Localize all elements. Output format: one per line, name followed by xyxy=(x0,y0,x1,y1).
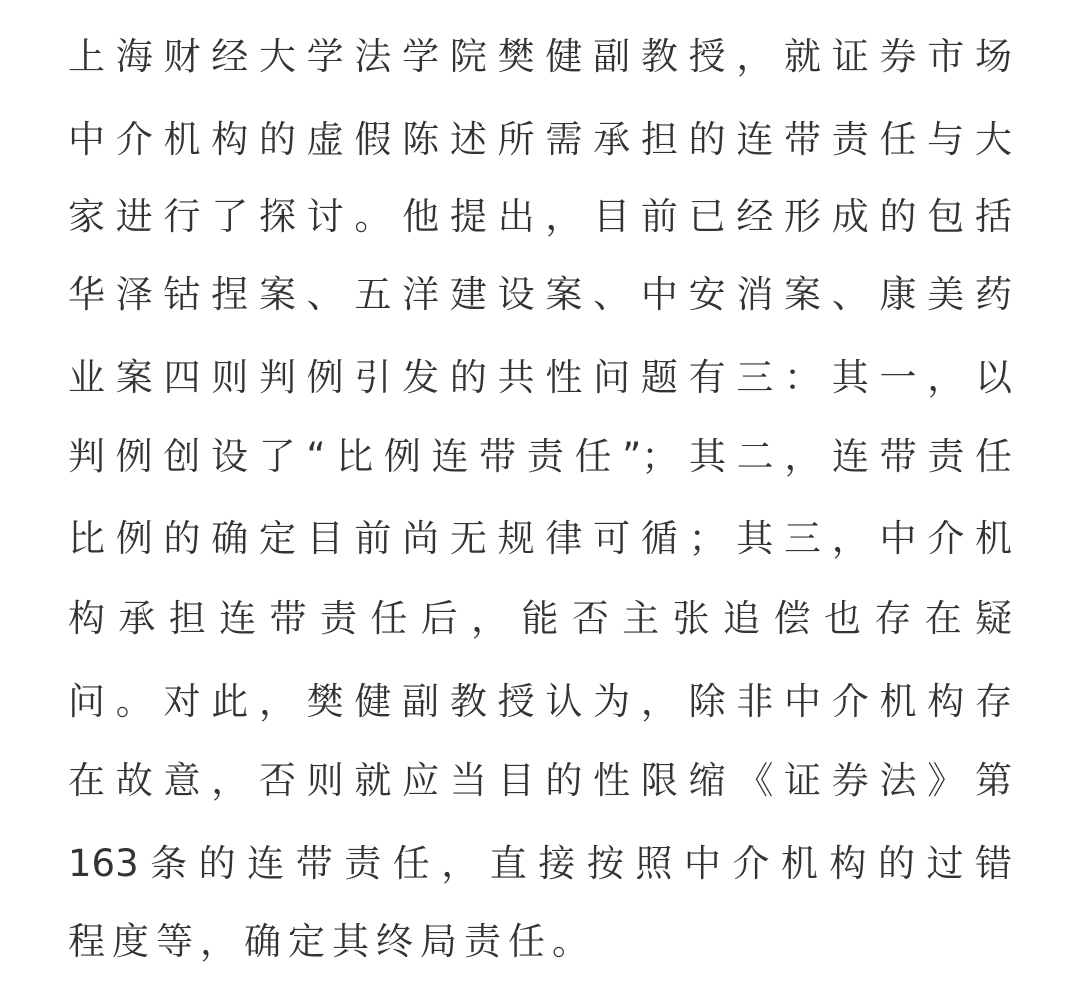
paragraph-line: 中介机构的虚假陈述所需承担的连带责任与大 xyxy=(68,118,1012,161)
paragraph-line: 163条的连带责任，直接按照中介机构的过错 xyxy=(68,842,1012,885)
paragraph-line: 家进行了探讨。他提出，目前已经形成的包括 xyxy=(68,195,1012,238)
paragraph-line: 华泽钴捏案、五洋建设案、中安消案、康美药 xyxy=(68,273,1012,316)
paragraph-line: 判例创设了“比例连带责任”；其二，连带责任 xyxy=(68,435,1012,478)
paragraph-line: 比例的确定目前尚无规律可循；其三，中介机 xyxy=(68,517,1012,560)
paragraph-line: 业案四则判例引发的共性问题有三：其一，以 xyxy=(68,356,1012,399)
paragraph-line: 问。对此，樊健副教授认为，除非中介机构存 xyxy=(68,680,1012,723)
paragraph-line: 上海财经大学法学院樊健副教授，就证券市场 xyxy=(68,35,1012,78)
paragraph-line: 构承担连带责任后，能否主张追偿也存在疑 xyxy=(68,597,1012,640)
paragraph-line: 在故意，否则就应当目的性限缩《证券法》第 xyxy=(68,759,1012,802)
paragraph-line: 程度等，确定其终局责任。 xyxy=(68,920,596,963)
